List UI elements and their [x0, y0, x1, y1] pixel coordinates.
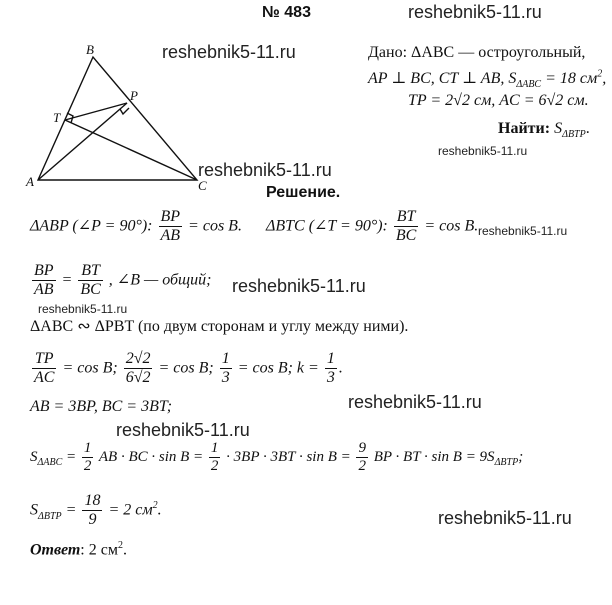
given-line-1: [368, 44, 585, 62]
l6-f2n: 1: [209, 440, 221, 458]
l4-f1d: AC: [34, 369, 55, 387]
answer-label: Ответ: [30, 541, 81, 559]
l4-f3d: 3: [221, 369, 230, 387]
l2-rest: , ∠B — общий;: [104, 271, 212, 289]
l6-f3n: 9: [356, 440, 368, 458]
l6-c: AB · BC · sin B =: [95, 449, 207, 466]
l1-a: ΔABP (∠P = 90°):: [30, 217, 157, 235]
solution-line-2: [30, 262, 211, 300]
watermark-1: reshebnik5-11.ru: [408, 2, 542, 22]
l2-f2n: BT: [78, 262, 102, 281]
given-text-2-end: = 18 см: [541, 70, 598, 87]
l1-frac2-den: BC: [395, 227, 417, 245]
l7-fn: 18: [82, 492, 102, 511]
l6-f1d: 2: [83, 458, 92, 475]
given-line-2: AP ⊥ BC, CT ⊥ AB, $S_{\Delta ABC} = 18$ $см^2$,: [368, 68, 607, 91]
l6-f1n: 1: [82, 440, 94, 458]
l4-d: .: [338, 359, 343, 377]
watermark-8: reshebnik5-11.ru: [348, 392, 482, 412]
answer-sup: 2: [117, 540, 123, 551]
triangle-abc: [38, 57, 197, 180]
label-c: C: [198, 178, 207, 190]
l4-c: = cos B; k =: [233, 359, 323, 377]
solution-line-1: [30, 208, 478, 246]
altitude-ct: [65, 120, 197, 180]
l7-c: = 2 см: [104, 501, 153, 519]
watermark-7: reshebnik5-11.ru: [38, 302, 128, 316]
l1-c: ΔBTC (∠T = 90°):: [265, 217, 392, 235]
l6-f2d: 2: [210, 458, 219, 475]
label-a: A: [26, 174, 34, 189]
l2-f2d: BC: [80, 281, 101, 299]
given-line-3: TP = 2√2 см, AC = 6√2 см.: [408, 92, 589, 109]
l6-a: S: [30, 449, 38, 466]
watermark-9: reshebnik5-11.ru: [116, 420, 250, 440]
solution-title: Решение.: [266, 184, 341, 201]
watermark-10: reshebnik5-11.ru: [438, 508, 572, 528]
watermark-5: reshebnik5-11.ru: [478, 224, 568, 238]
solution-line-5: AB = 3BP, BC = 3BT;: [30, 398, 173, 415]
l4-f1n: TP: [32, 350, 56, 369]
solution-line-6: [30, 440, 523, 476]
l4-f3n: 1: [220, 350, 232, 369]
l1-frac1-num: BP: [159, 208, 183, 227]
find-sub: ΔBTP: [562, 129, 586, 141]
l4-f4n: 1: [325, 350, 337, 369]
l6-d: · 3BP · 3BT · sin B =: [222, 449, 355, 466]
l6-f3d: 2: [358, 458, 366, 475]
l7-sub: ΔBTP: [38, 510, 62, 522]
right-angle-p: [120, 108, 129, 114]
given-sup-2: 2: [597, 68, 603, 80]
watermark-6: reshebnik5-11.ru: [232, 276, 366, 296]
l6-e: BP · BT · sin B = 9S: [369, 449, 495, 466]
given-text-1: Дано: ΔABC — остроугольный,: [368, 44, 586, 61]
l6-sub2: ΔBTP: [494, 457, 519, 469]
l4-f2n: 2√2: [124, 350, 153, 369]
solution-line-7: [30, 492, 162, 530]
answer-value: : 2 см: [80, 541, 118, 559]
find-value: S: [554, 120, 563, 137]
l4-a: = cos B;: [58, 359, 122, 377]
label-t: T: [53, 110, 61, 125]
l2-f1n: BP: [32, 262, 56, 281]
l4-b: = cos B;: [154, 359, 218, 377]
l1-frac2-num: BT: [394, 208, 418, 227]
l4-f2d: 6√2: [125, 369, 151, 387]
label-p: P: [130, 88, 138, 103]
label-b: B: [86, 42, 94, 57]
l2-eq: =: [57, 271, 77, 289]
watermark-4: reshebnik5-11.ru: [198, 160, 332, 180]
find-label: Найти:: [498, 120, 555, 137]
solution-line-4: [30, 350, 343, 388]
given-sub-2: ΔABC: [516, 79, 542, 91]
l6-b: =: [62, 449, 80, 466]
given-text-2: AP ⊥ BC, CT ⊥ AB, S: [368, 70, 517, 87]
l4-f4d: 3: [326, 369, 335, 387]
l2-f1d: AB: [34, 281, 54, 299]
find-line: [498, 120, 590, 140]
l6-f: ;: [518, 449, 524, 466]
l7-d: .: [157, 501, 162, 519]
l1-b: = cos B.: [184, 217, 242, 235]
answer-line: [30, 540, 127, 559]
solution-line-3: ΔABC ∾ ΔPBT (по двум сторонам и углу между ними).: [30, 318, 409, 335]
watermark-2: reshebnik5-11.ru: [162, 42, 296, 62]
triangle-figure: [20, 40, 220, 190]
l7-fd: 9: [88, 511, 97, 529]
l7-sup: 2: [152, 500, 158, 512]
l1-frac1-den: AB: [160, 227, 181, 245]
find-end: .: [585, 120, 590, 137]
l1-d: = cos B.: [420, 217, 479, 235]
l7-b: =: [61, 501, 81, 519]
watermark-3: reshebnik5-11.ru: [438, 144, 528, 158]
l7-a: S: [30, 501, 38, 519]
problem-number: № 483: [262, 4, 311, 21]
answer-end: .: [122, 541, 127, 559]
l6-sub: ΔABC: [37, 457, 63, 469]
